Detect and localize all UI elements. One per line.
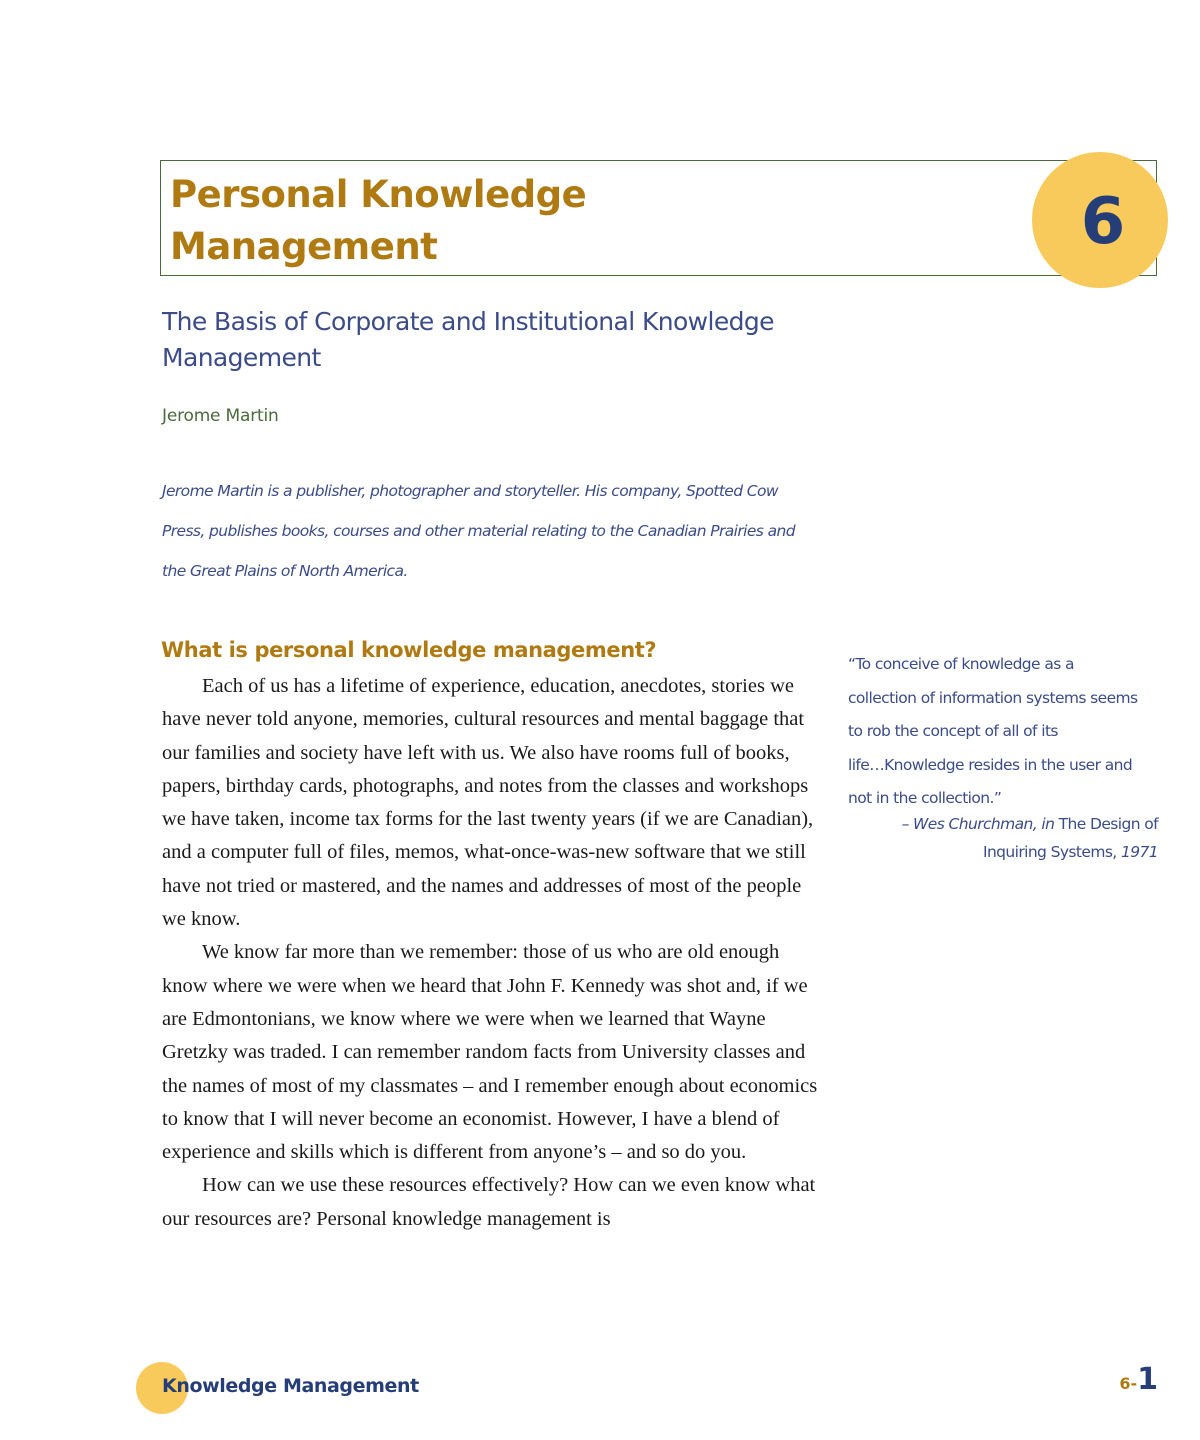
subtitle-line-1: The Basis of Corporate and Institutional Knowledge <box>162 307 774 336</box>
body-paragraph: We know far more than we remember: those of us who are old enough know where we were when we heard that John F. Kennedy was shot and, if we are Edmontonians, we know where we were when we learned that Wayne Gretzky was traded. I can remember random facts from University classes and the names of most of my classmates – and I remember enough about economics to know that I will never become an economist. However, I have a blend of experience and skills which is different from anyone’s – and so do you. <box>162 941 818 1164</box>
pull-quote <box>848 648 1160 816</box>
body-paragraph: Each of us has a lifetime of experience, education, anecdotes, stories we have never told anyone, memories, cultural resources and mental baggage that our families and society have left with us. We also have rooms full of books, papers, birthday cards, photographs, and notes from the classes and workshops we have taken, income tax forms for the last twenty years (if we are Canadian), and a computer full of files, memos, what-once-was-new software that we still have not tried or mastered, and the names and addresses of most of the people we know. <box>162 675 814 931</box>
footer-title: Knowledge Management <box>162 1375 419 1397</box>
quote-in: in <box>1041 815 1055 833</box>
bio-line-3: the Great Plains of North America. <box>162 562 408 580</box>
chapter-title-line-1: Personal Knowledge <box>170 173 587 216</box>
body-paragraph: How can we use these resources effectively? How can we even know what our resources are? Personal knowledge management is <box>162 1174 816 1230</box>
quote-book-title: The Design of <box>1058 815 1158 833</box>
quote-line-1: “To conceive of knowledge as a <box>848 655 1074 673</box>
chapter-number: 6 <box>1080 185 1126 259</box>
chapter-number-badge <box>1032 152 1168 288</box>
page-number-value: 1 <box>1137 1362 1158 1397</box>
quote-book-title-line-2: Inquiring Systems, <box>982 843 1117 861</box>
page-number <box>1100 1362 1158 1397</box>
quote-author: – Wes Churchman, <box>901 815 1038 833</box>
chapter-title-line-2: Management <box>170 225 438 268</box>
section-heading: What is personal knowledge management? <box>161 638 657 662</box>
quote-line-2: collection of information systems seems <box>848 688 1138 707</box>
chapter-subtitle <box>162 304 862 376</box>
bio-line-2: Press, publishes books, courses and other material relating to the Canadian Prairies and <box>162 522 795 540</box>
quote-line-4: life…Knowledge resides in the user and <box>848 755 1133 774</box>
quote-attribution <box>848 810 1158 866</box>
quote-line-5: not in the collection.” <box>848 789 1002 807</box>
chapter-title-box <box>160 160 1157 276</box>
bio-line-1: Jerome Martin is a publisher, photographer and storyteller. His company, Spotted Cow <box>162 482 778 500</box>
author-name: Jerome Martin <box>162 406 279 426</box>
author-bio <box>162 471 822 591</box>
quote-line-3: to rob the concept of all of its <box>848 722 1058 740</box>
body-text <box>162 670 827 1236</box>
page-number-prefix: 6- <box>1119 1374 1138 1393</box>
quote-year: 1971 <box>1120 843 1158 861</box>
chapter-title <box>170 169 586 273</box>
subtitle-line-2: Management <box>162 343 321 372</box>
